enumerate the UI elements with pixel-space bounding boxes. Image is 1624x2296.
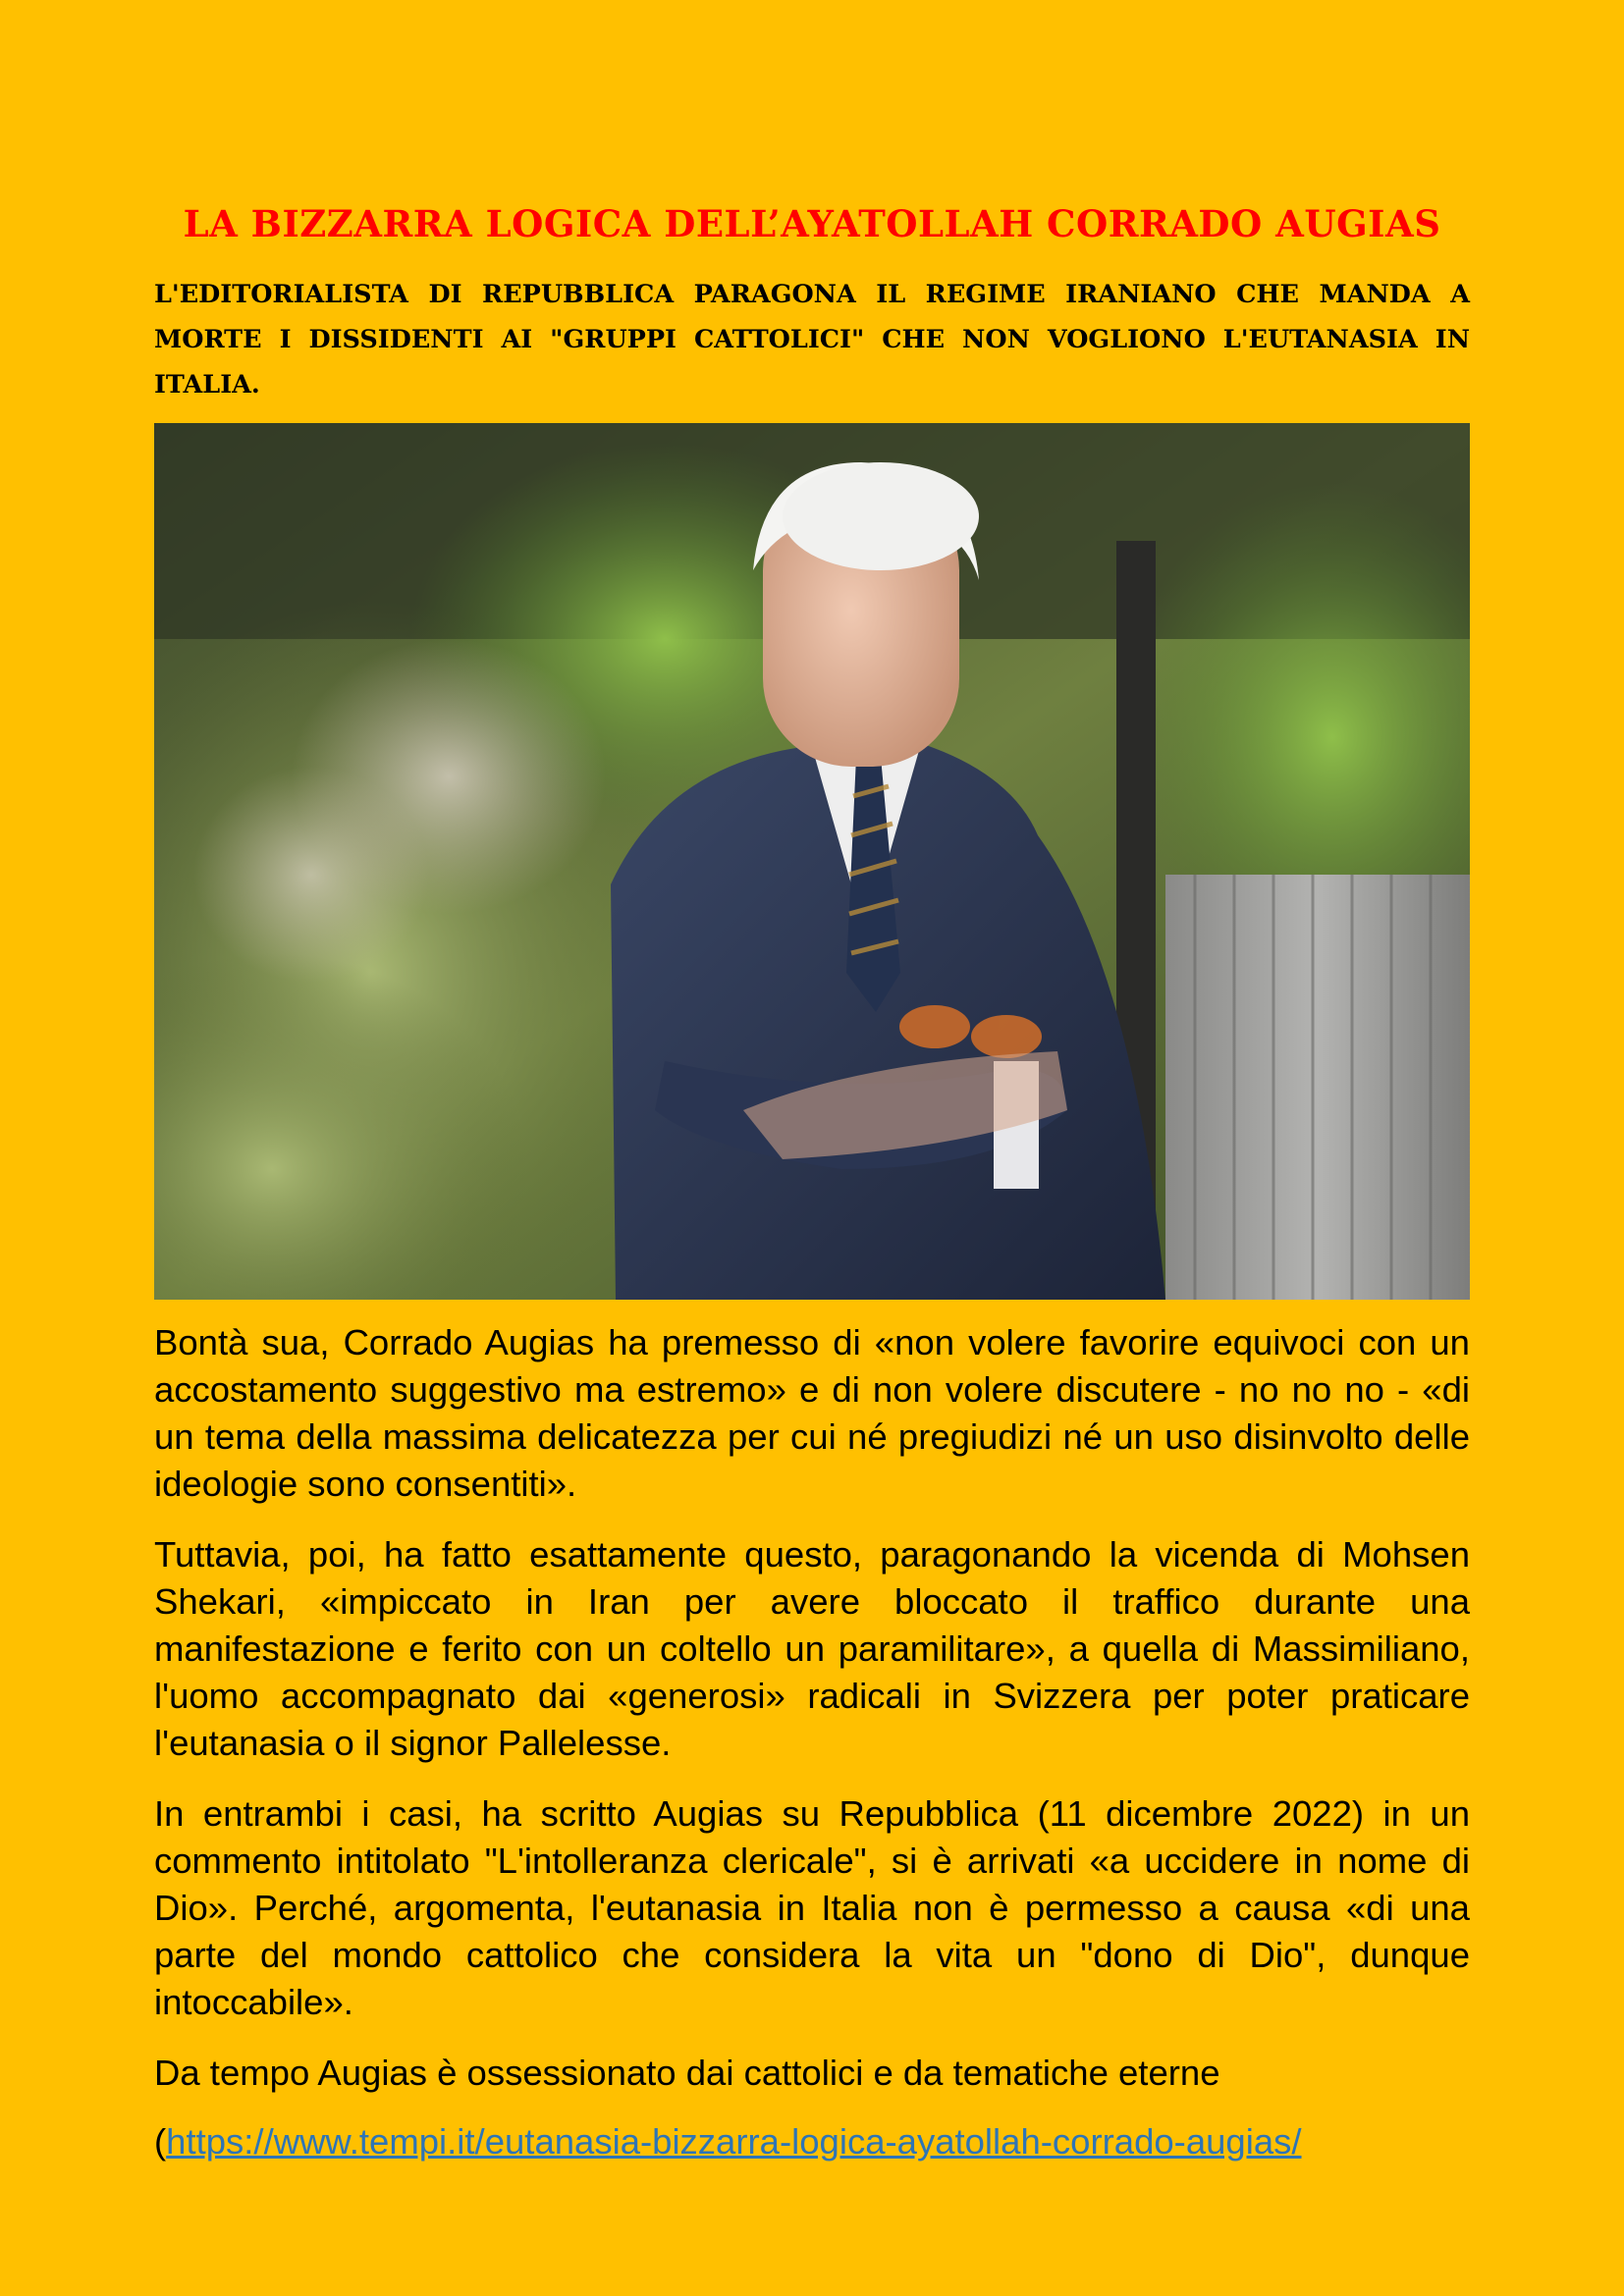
paragraph-3: In entrambi i casi, ha scritto Augias su Repubblica (11 dicembre 2022) in un commento intitolato "L'intolleranza clericale", si è arrivati «a uccidere in nome di Dio». Perché, argomenta, l'eutanasia in Italia non è permesso a causa «di una parte del mondo cattolico che considera la vita un "dono di Dio", dunque intoccabile». <box>154 1793 1470 2022</box>
article-body <box>154 1319 1470 2165</box>
paragraph-2: Tuttavia, poi, ha fatto esattamente questo, paragonando la vicenda di Mohsen Shekari, «impiccato in Iran per avere bloccato il traffico durante una manifestazione e ferito con un coltello un paramilitare», a quella di Massimiliano, l'uomo accompagnato dai «generosi» radicali in Svizzera per poter praticare l'eutanasia o il signor Pallelesse. <box>154 1534 1470 1763</box>
source-link[interactable]: https://www.tempi.it/eutanasia-bizzarra-logica-ayatollah-corrado-augias/ <box>166 2121 1302 2162</box>
article-subtitle: L'EDITORIALISTA DI REPUBBLICA PARAGONA IL REGIME IRANIANO CHE MANDA A MORTE I DISSIDENTI AI "GRUPPI CATTOLICI" CHE NON VOGLIONO L'EUTANASIA IN ITALIA. <box>154 280 1470 400</box>
paragraph-4: Da tempo Augias è ossessionato dai cattolici e da tematiche eterne <box>154 2053 1220 2093</box>
link-prefix: ( <box>154 2121 167 2162</box>
source-line <box>154 2118 1470 2165</box>
portrait-photo <box>154 423 1470 1300</box>
article-title: LA BIZZARRA LOGICA DELL’AYATOLLAH CORRADO AUGIAS <box>183 202 1441 245</box>
article <box>154 196 1470 2165</box>
paragraph-1: Bontà sua, Corrado Augias ha premesso di «non volere favorire equivoci con un accostamento suggestivo ma estremo» e di non volere discutere - no no no - «di un tema della massima delicatezza per cui né pregiudizi né un uso disinvolto delle ideologie sono consentiti». <box>154 1322 1470 1504</box>
